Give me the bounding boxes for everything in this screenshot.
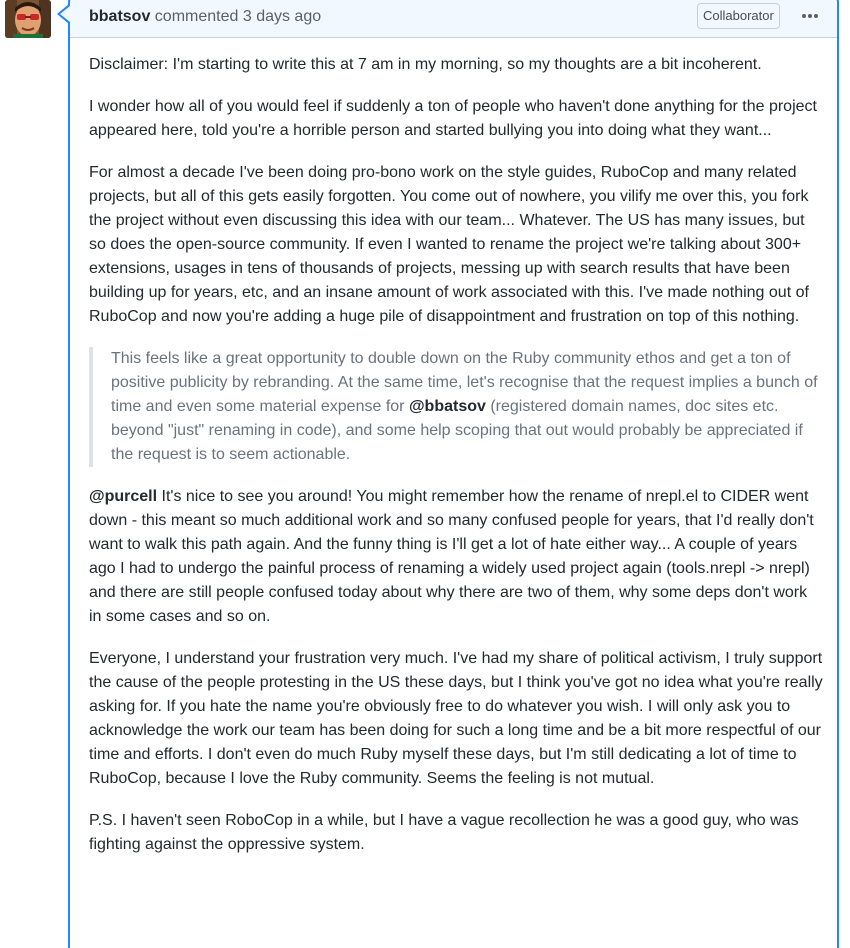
mention-bbatsov[interactable]: @bbatsov — [408, 398, 486, 415]
quote-text-after: (registered domain names, doc sites etc. beyond "just" renaming in code), and some help scoping that out would probably be appreciated if the request is to seem actionable. — [111, 398, 803, 463]
quote-text-before: This feels like a great opportunity to double down on the Ruby community ethos and get a ton of positive publicity by rebranding. At the same time, let's recognise that the request implies a bunch of time and even some material expense for — [111, 350, 818, 415]
paragraph-ps: P.S. I haven't seen RoboCop in a while, but I have a vague recollection he was a good guy, who was fighting against the oppressive system. — [89, 812, 799, 853]
paragraph-wonder: I wonder how all of you would feel if suddenly a ton of people who haven't done anything for the project appeared here, told you're a horrible person and started bullying you into doing what they want... — [89, 98, 817, 139]
author-link[interactable]: bbatsov — [89, 8, 151, 25]
comment-meta — [89, 7, 321, 27]
avatar[interactable] — [5, 0, 51, 38]
paragraph-purcell-text: It's nice to see you around! You might remember how the rename of nrepl.el to CIDER went down - this meant so much additional work and so many confused people for years, that I'd really don't want to walk this path again. And the funny thing is I'll get a lot of hate either way... A couple of years ago I had to undergo the painful process of renaming a widely used project again (tools.nrepl -> nrepl) and there are still people confused today about why there are two of them, why some deps don't work in some cases and so on. — [89, 488, 814, 625]
comment-box — [68, 0, 839, 948]
kebab-horizontal-icon[interactable] — [798, 6, 822, 26]
paragraph-decade: For almost a decade I've been doing pro-bono work on the style guides, RuboCop and many related projects, but all of this gets easily forgotten. You come out of nowhere, you vilify me over this, you fork the project without even discussing this idea with our team... Whatever. The US has many issues, but so does the open-source community. If even I wanted to rename the project we're talking about 300+ extensions, usages in tens of thousands of projects, messing up with search results that have been building up for years, etc, and an insane amount of work associated with this. I've made nothing out of RuboCop and now you're adding a huge pile of disappointment and frustration on top of this nothing. — [89, 164, 809, 325]
comment-timestamp[interactable]: 3 days ago — [242, 8, 322, 25]
paragraph-purcell — [89, 485, 824, 629]
avatar-image — [5, 0, 51, 38]
paragraph-everyone: Everyone, I understand your frustration very much. I've had my share of political activism, I truly support the cause of the people protesting in the US these days, but I think you've got no idea what you're really asking for. If you hate the name you're obviously free to do whatever you wish. I will only ask you to acknowledge the work our team has been doing for such a long time and be a bit more respectful of our time and efforts. I don't even do much Ruby myself these days, but I'm still dedicating a lot of time to RuboCop, because I love the Ruby community. Seems the feeling is not mutual. — [89, 650, 823, 787]
comment-action: commented — [154, 8, 239, 25]
comment-header — [70, 0, 837, 38]
comment-pointer-fill — [60, 6, 70, 22]
collaborator-badge: Collaborator — [697, 3, 780, 29]
kebab-dots-graphic — [801, 13, 819, 19]
paragraph-disclaimer: Disclaimer: I'm starting to write this at 7 am in my morning, so my thoughts are a bit incoherent. — [89, 56, 762, 73]
comment-body — [89, 53, 824, 875]
quote-block — [89, 347, 824, 467]
mention-purcell[interactable]: @purcell — [89, 488, 158, 505]
